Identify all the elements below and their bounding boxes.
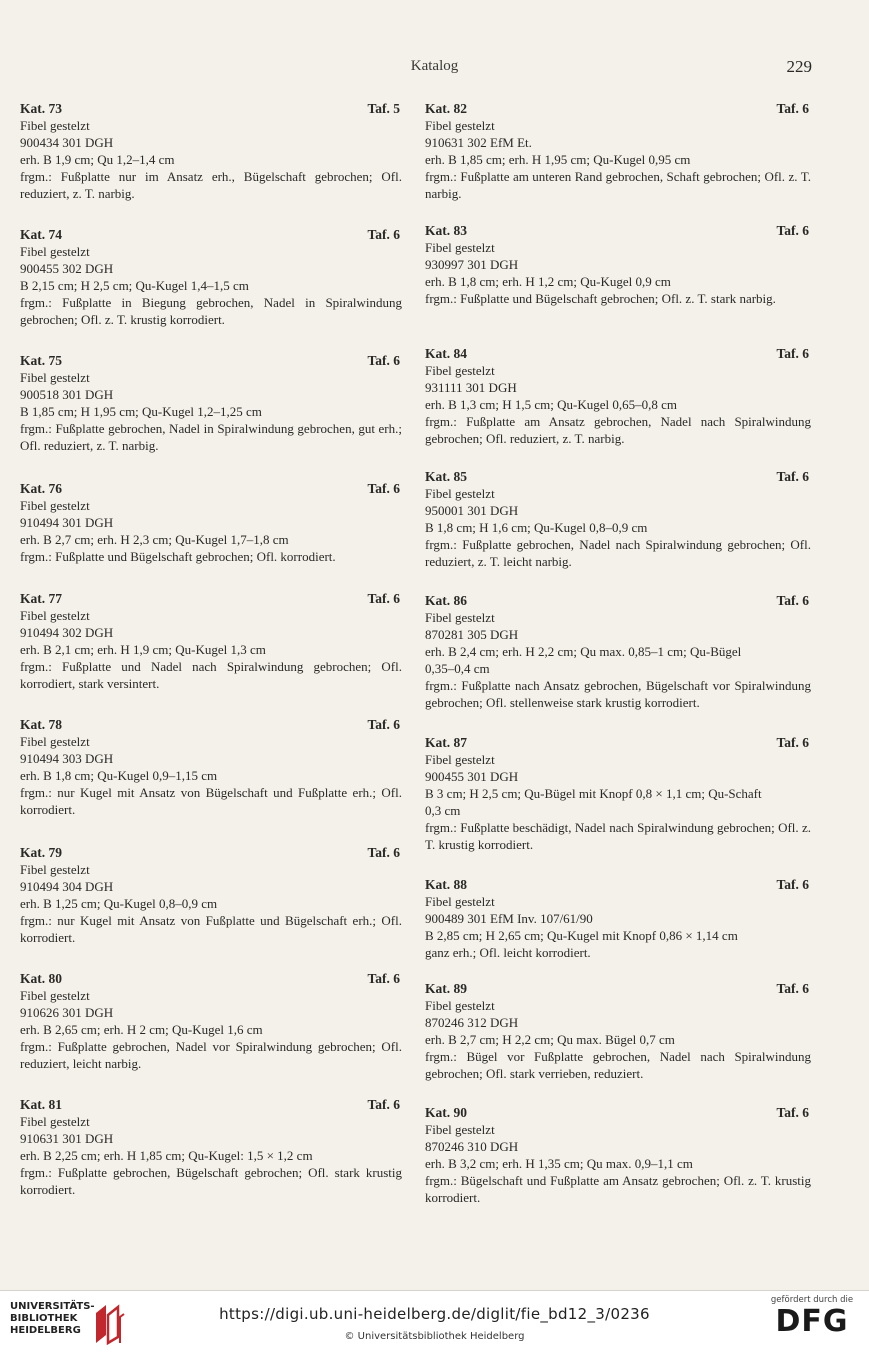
entry-number: Kat. 85 <box>425 469 467 484</box>
entry-heading <box>20 226 402 243</box>
entry-number: Kat. 82 <box>425 101 467 116</box>
dfg-funding[interactable] <box>767 1295 857 1339</box>
entry-heading <box>425 1104 811 1121</box>
permalink-url[interactable]: https://digi.ub.uni-heidelberg.de/diglit/fie_bd12_3/0236 <box>219 1305 650 1323</box>
entry-detail-line: 900455 301 DGH <box>425 769 519 784</box>
entry-detail-line: erh. B 1,85 cm; erh. H 1,95 cm; Qu-Kugel 0,95 cm <box>425 152 691 167</box>
entry-detail-line: erh. B 2,25 cm; erh. H 1,85 cm; Qu-Kugel: 1,5 × 1,2 cm <box>20 1148 313 1163</box>
page-number: 229 <box>786 57 812 76</box>
entry-detail-line: Fibel gestelzt <box>20 734 90 749</box>
catalog-entry <box>20 226 402 328</box>
entry-number: Kat. 73 <box>20 101 62 116</box>
entry-detail-line: Fibel gestelzt <box>20 370 90 385</box>
entry-condition: frgm.: Fußplatte in Biegung gebrochen, Nadel in Spiralwindung gebrochen; Ofl. z. T. krustig korrodiert. <box>20 295 402 327</box>
entry-detail-line: erh. B 1,8 cm; erh. H 1,2 cm; Qu-Kugel 0,9 cm <box>425 274 671 289</box>
dfg-logo: DFG <box>775 1304 849 1339</box>
catalog-entry <box>20 970 402 1072</box>
entry-detail-line: erh. B 2,4 cm; erh. H 2,2 cm; Qu max. 0,85–1 cm; Qu-Bügel <box>425 644 742 659</box>
catalog-entry <box>425 100 811 202</box>
entry-heading <box>20 590 402 607</box>
catalog-entry <box>425 592 811 711</box>
entry-detail-line: erh. B 2,65 cm; erh. H 2 cm; Qu-Kugel 1,6 cm <box>20 1022 263 1037</box>
entry-detail-line: Fibel gestelzt <box>425 998 495 1013</box>
entry-detail-line: Fibel gestelzt <box>425 486 495 501</box>
entry-plate-ref: Taf. 6 <box>367 1097 400 1112</box>
entry-plate-ref: Taf. 6 <box>776 877 809 892</box>
entry-detail-line: 900434 301 DGH <box>20 135 114 150</box>
catalog-entry <box>425 876 811 961</box>
entry-detail-line: B 1,8 cm; H 1,6 cm; Qu-Kugel 0,8–0,9 cm <box>425 520 648 535</box>
entry-detail-line: erh. B 1,8 cm; Qu-Kugel 0,9–1,15 cm <box>20 768 218 783</box>
entry-detail-line: 0,3 cm <box>425 803 461 818</box>
entry-condition: frgm.: Fußplatte und Nadel nach Spiralwindung gebrochen; Ofl. korrodiert, stark versintert. <box>20 659 402 691</box>
entry-condition: frgm.: nur Kugel mit Ansatz von Fußplatte und Bügelschaft erh.; Ofl. korrodiert. <box>20 913 402 945</box>
entry-plate-ref: Taf. 5 <box>367 101 400 116</box>
entry-condition: frgm.: Fußplatte nach Ansatz gebrochen, Bügelschaft vor Spiralwindung gebrochen; Ofl. stellenweise stark krustig korrodiert. <box>425 678 811 710</box>
entry-number: Kat. 77 <box>20 591 62 606</box>
catalog-entry <box>425 222 811 307</box>
entry-plate-ref: Taf. 6 <box>367 845 400 860</box>
entry-detail-line: 950001 301 DGH <box>425 503 519 518</box>
entry-plate-ref: Taf. 6 <box>776 223 809 238</box>
entry-detail-line: 900518 301 DGH <box>20 387 114 402</box>
entry-condition: frgm.: Bügelschaft und Fußplatte am Ansatz gebrochen; Ofl. z. T. krustig korrodiert. <box>425 1173 811 1205</box>
entry-plate-ref: Taf. 6 <box>776 469 809 484</box>
entry-plate-ref: Taf. 6 <box>367 591 400 606</box>
entry-detail-line: Fibel gestelzt <box>425 240 495 255</box>
entry-plate-ref: Taf. 6 <box>776 735 809 750</box>
entry-detail-line: erh. B 1,25 cm; Qu-Kugel 0,8–0,9 cm <box>20 896 218 911</box>
entry-plate-ref: Taf. 6 <box>367 481 400 496</box>
entry-plate-ref: Taf. 6 <box>776 981 809 996</box>
entry-detail-line: 931111 301 DGH <box>425 380 517 395</box>
entry-number: Kat. 83 <box>425 223 467 238</box>
entry-number: Kat. 80 <box>20 971 62 986</box>
entry-detail-line: 910494 301 DGH <box>20 515 114 530</box>
running-header: Katalog <box>410 58 459 74</box>
entry-detail-line: Fibel gestelzt <box>425 118 495 133</box>
entry-condition: frgm.: Fußplatte nur im Ansatz erh., Bügelschaft gebrochen; Ofl. reduziert, z. T. narbig. <box>20 169 402 201</box>
entry-detail-line: B 2,15 cm; H 2,5 cm; Qu-Kugel 1,4–1,5 cm <box>20 278 249 293</box>
catalog-entry <box>425 734 811 853</box>
viewer-footer <box>0 1290 869 1357</box>
entry-number: Kat. 89 <box>425 981 467 996</box>
entry-heading <box>20 716 402 733</box>
entry-detail-line: Fibel gestelzt <box>20 988 90 1003</box>
entry-detail-line: 870281 305 DGH <box>425 627 519 642</box>
entry-detail-line: 870246 310 DGH <box>425 1139 519 1154</box>
entry-condition: frgm.: nur Kugel mit Ansatz von Bügelschaft und Fußplatte erh.; Ofl. korrodiert. <box>20 785 402 817</box>
entry-heading <box>425 468 811 485</box>
catalog-entry <box>20 844 402 946</box>
entry-detail-line: Fibel gestelzt <box>20 244 90 259</box>
entry-plate-ref: Taf. 6 <box>776 1105 809 1120</box>
entry-detail-line: 910494 302 DGH <box>20 625 114 640</box>
entry-plate-ref: Taf. 6 <box>367 227 400 242</box>
catalog-entry <box>425 980 811 1082</box>
entry-heading <box>20 352 402 369</box>
ub-heidelberg-wordmark: UNIVERSITÄTS- BIBLIOTHEK HEIDELBERG <box>10 1301 95 1336</box>
entry-detail-line: Fibel gestelzt <box>425 610 495 625</box>
entry-number: Kat. 84 <box>425 346 467 361</box>
entry-heading <box>425 592 811 609</box>
entry-detail-line: Fibel gestelzt <box>20 118 90 133</box>
entry-number: Kat. 78 <box>20 717 62 732</box>
entry-detail-line: erh. B 1,3 cm; H 1,5 cm; Qu-Kugel 0,65–0,8 cm <box>425 397 678 412</box>
entry-heading <box>20 970 402 987</box>
catalog-entry <box>20 100 402 202</box>
entry-detail-line: 900489 301 EfM Inv. 107/61/90 <box>425 911 593 926</box>
entry-detail-line: B 3 cm; H 2,5 cm; Qu-Bügel mit Knopf 0,8 × 1,1 cm; Qu-Schaft <box>425 786 762 801</box>
entry-condition: frgm.: Fußplatte gebrochen, Nadel vor Spiralwindung gebrochen; Ofl. reduziert, leicht narbig. <box>20 1039 402 1071</box>
catalog-entry <box>20 1096 402 1198</box>
entry-detail-line: 910494 303 DGH <box>20 751 114 766</box>
entry-number: Kat. 79 <box>20 845 62 860</box>
entry-heading <box>425 100 811 117</box>
entry-detail-line: 0,35–0,4 cm <box>425 661 490 676</box>
entry-detail-line: Fibel gestelzt <box>20 498 90 513</box>
entry-detail-line: 900455 302 DGH <box>20 261 114 276</box>
entry-detail-line: Fibel gestelzt <box>20 608 90 623</box>
entry-condition: frgm.: Fußplatte beschädigt, Nadel nach Spiralwindung gebrochen; Ofl. z. T. krustig korrodiert. <box>425 820 811 852</box>
entry-condition: ganz erh.; Ofl. leicht korrodiert. <box>425 945 591 960</box>
entry-plate-ref: Taf. 6 <box>776 101 809 116</box>
entry-detail-line: B 2,85 cm; H 2,65 cm; Qu-Kugel mit Knopf 0,86 × 1,14 cm <box>425 928 738 943</box>
entry-number: Kat. 87 <box>425 735 467 750</box>
entry-heading <box>425 876 811 893</box>
entry-detail-line: erh. B 1,9 cm; Qu 1,2–1,4 cm <box>20 152 175 167</box>
entry-number: Kat. 88 <box>425 877 467 892</box>
funding-note: gefördert durch die <box>770 1295 854 1305</box>
entry-detail-line: 930997 301 DGH <box>425 257 519 272</box>
entry-plate-ref: Taf. 6 <box>367 353 400 368</box>
catalog-entry <box>20 352 402 454</box>
entry-detail-line: 910494 304 DGH <box>20 879 114 894</box>
entry-heading <box>425 734 811 751</box>
entry-number: Kat. 76 <box>20 481 62 496</box>
catalog-entry <box>20 716 402 818</box>
entry-plate-ref: Taf. 6 <box>367 717 400 732</box>
catalog-entry <box>425 1104 811 1206</box>
entry-number: Kat. 75 <box>20 353 62 368</box>
entry-condition: frgm.: Fußplatte und Bügelschaft gebrochen; Ofl. z. T. stark narbig. <box>425 291 776 306</box>
catalog-entry <box>425 345 811 447</box>
entry-detail-line: erh. B 2,7 cm; erh. H 2,3 cm; Qu-Kugel 1,7–1,8 cm <box>20 532 289 547</box>
entry-heading <box>425 980 811 997</box>
entry-number: Kat. 74 <box>20 227 62 242</box>
entry-condition: frgm.: Fußplatte gebrochen, Nadel in Spiralwindung gebrochen, gut erh.; Ofl. reduziert, z. T. narbig. <box>20 421 402 453</box>
entry-heading <box>425 222 811 239</box>
catalog-entry <box>20 480 402 565</box>
entry-detail-line: 910631 301 DGH <box>20 1131 114 1146</box>
entry-condition: frgm.: Fußplatte gebrochen, Bügelschaft gebrochen; Ofl. stark krustig korrodiert. <box>20 1165 402 1197</box>
entry-heading <box>20 1096 402 1113</box>
entry-plate-ref: Taf. 6 <box>367 971 400 986</box>
entry-number: Kat. 90 <box>425 1105 467 1120</box>
entry-heading <box>20 844 402 861</box>
entry-detail-line: Fibel gestelzt <box>425 894 495 909</box>
entry-detail-line: Fibel gestelzt <box>425 752 495 767</box>
entry-detail-line: Fibel gestelzt <box>20 862 90 877</box>
entry-detail-line: erh. B 2,7 cm; H 2,2 cm; Qu max. Bügel 0,7 cm <box>425 1032 675 1047</box>
entry-detail-line: Fibel gestelzt <box>425 1122 495 1137</box>
entry-condition: frgm.: Fußplatte und Bügelschaft gebrochen; Ofl. korrodiert. <box>20 549 336 564</box>
entry-plate-ref: Taf. 6 <box>776 346 809 361</box>
entry-plate-ref: Taf. 6 <box>776 593 809 608</box>
entry-detail-line: erh. B 3,2 cm; erh. H 1,35 cm; Qu max. 0,9–1,1 cm <box>425 1156 693 1171</box>
entry-detail-line: Fibel gestelzt <box>20 1114 90 1129</box>
entry-heading <box>20 480 402 497</box>
entry-condition: frgm.: Fußplatte am unteren Rand gebrochen, Schaft gebrochen; Ofl. z. T. narbig. <box>425 169 811 201</box>
entry-condition: frgm.: Bügel vor Fußplatte gebrochen, Nadel nach Spiralwindung gebrochen; Ofl. stark verrieben, reduziert. <box>425 1049 811 1081</box>
entry-condition: frgm.: Fußplatte am Ansatz gebrochen, Nadel nach Spiralwindung gebrochen; Ofl. reduziert, z. T. narbig. <box>425 414 811 446</box>
entry-heading <box>20 100 402 117</box>
entry-detail-line: 910631 302 EfM Et. <box>425 135 532 150</box>
entry-detail-line: 870246 312 DGH <box>425 1015 519 1030</box>
entry-detail-line: erh. B 2,1 cm; erh. H 1,9 cm; Qu-Kugel 1,3 cm <box>20 642 266 657</box>
entry-detail-line: 910626 301 DGH <box>20 1005 114 1020</box>
entry-detail-line: B 1,85 cm; H 1,95 cm; Qu-Kugel 1,2–1,25 cm <box>20 404 262 419</box>
entry-number: Kat. 81 <box>20 1097 62 1112</box>
catalog-entry <box>20 590 402 692</box>
entry-condition: frgm.: Fußplatte gebrochen, Nadel nach Spiralwindung gebrochen; Ofl. reduziert, z. T. leicht narbig. <box>425 537 811 569</box>
entry-heading <box>425 345 811 362</box>
catalog-entry <box>425 468 811 570</box>
entry-number: Kat. 86 <box>425 593 467 608</box>
copyright-notice: © Universitätsbibliothek Heidelberg <box>344 1331 525 1342</box>
entry-detail-line: Fibel gestelzt <box>425 363 495 378</box>
